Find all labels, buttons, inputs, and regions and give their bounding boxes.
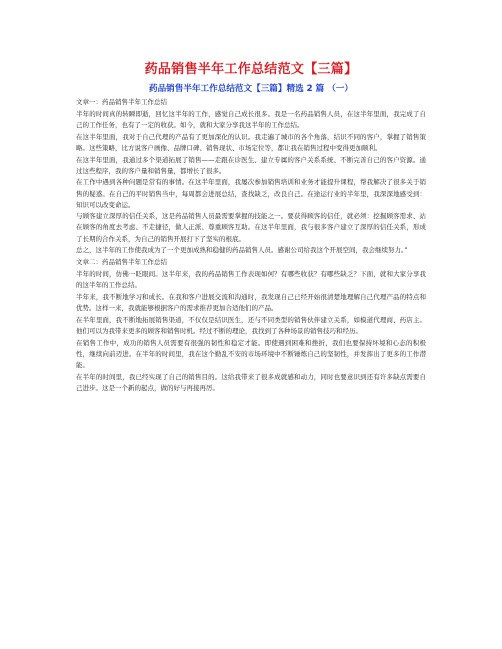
body-paragraph: 在半年的时间里，我已经实现了自己的销售目的。这给我带来了很多成就感和动力，同时也要意识到还有许多缺点需要自己进步。这是一个新的起点，做的好与再接再厉。 [76, 372, 426, 392]
body-paragraph: 在这半年里面，我通过多个渠道拓展了销售——走跟在诊医生、建立专属的客户关系系统、不断完善自己的客户资源。通过这些程序，我的客户量和销售量，都增长了很多。 [76, 155, 426, 175]
body-paragraph: 总之，这半年的工作使我成为了一个更加成熟和稳健的药品销售人员。感谢公司给我这个开展空间，我会继续努力。” [76, 246, 408, 255]
body-paragraph: 在半年里面，我不断地拓展销售渠道，不仅仅是结识医生，还与不同类型的销售伙伴建立关系，如模道代理商、药店主。他们可以为我带来更多的顾客和销售时机。经过不断的理论，我找到了各种场景的销售技巧和经历。 [76, 315, 426, 335]
document-subtitle: 药品销售半年工作总结范文【三篇】精选 2 篇 （一） [148, 84, 354, 94]
article-heading: 文章二：药品销售半年工作总结 [76, 258, 167, 267]
body-paragraph: 在这半年里面，我对于自己代理的产品有了更加深化的认识。我走遍了城市的各个角落，结识不同的客户，掌握了销售策略。这些策略，比方说客户画像、品牌口碑、销售现状、市场定位等，都让我在销售过程中变得更加顺利。 [76, 132, 426, 152]
body-paragraph: 在销售工作中，成功的销售人员需要有很强的韧性和稳定才能。即使遇到困难和挫折，我们也要保持坏境和心态的积极性，继续向前迈进。在半年的时间里，我在这个勤乱不安的市场环境中不断锤炼自己的坚韧性，并发挥出了更多的工作潜能。 [76, 338, 426, 369]
body-paragraph: 半年来，我不断地学习和成长。在我和客户进展交流和沟通时，我发现自己已经开始很清楚地理解自己代理产品的特点和优势。这样一来，我就能够根据客户的需求推荐更加合适他们的产品。 [76, 292, 426, 312]
body-paragraph: 半年的时间真的转瞬即逝，回忆这半年的工作，感觉自己成长很多。我是一名药品销售人员，在这半年里面，我完成了自己的工作任务，也有了一定的收获。如今，就和大家分享我这半年的工作总结。 [76, 109, 426, 129]
document-body [76, 97, 426, 394]
document-title: 药品销售半年工作总结范文【三篇】 [144, 62, 358, 77]
body-paragraph: 在工作中遇到各种问题是常有的事情。在这半年里面，我屡次参加销售培训和业务才能提升课程，帮我解决了很多关于销售的疑惑。在自己的平时销售当中，每周都会进展总结，查找缺乏，改良自己。在途运行业的半年里，我深深地感受到：知识可以改变命运。 [76, 178, 426, 209]
body-paragraph: 半年的时间，仿佛一眨眼间。这半年来，我的药品销售工作表现如何？有哪些收获？有哪些缺乏？下面，就和大家分享我的这半年的工作总结。 [76, 269, 426, 289]
body-paragraph: 与顾客建立深厚的信任关系，这是药品销售人员最需要掌握的技能之一。要获得顾客的信任，就必须：挖掘顾客需求、站在顾客的角度去考虑、不走捷径，做人正派、尊重顾客互助。在这半年里面，我与很多客户建立了深厚的信任关系，形成了长期的合作关系，为自己的销售开展打下了坚实的根底。 [76, 212, 426, 243]
article-heading: 文章一：药品销售半年工作总结 [76, 98, 167, 106]
